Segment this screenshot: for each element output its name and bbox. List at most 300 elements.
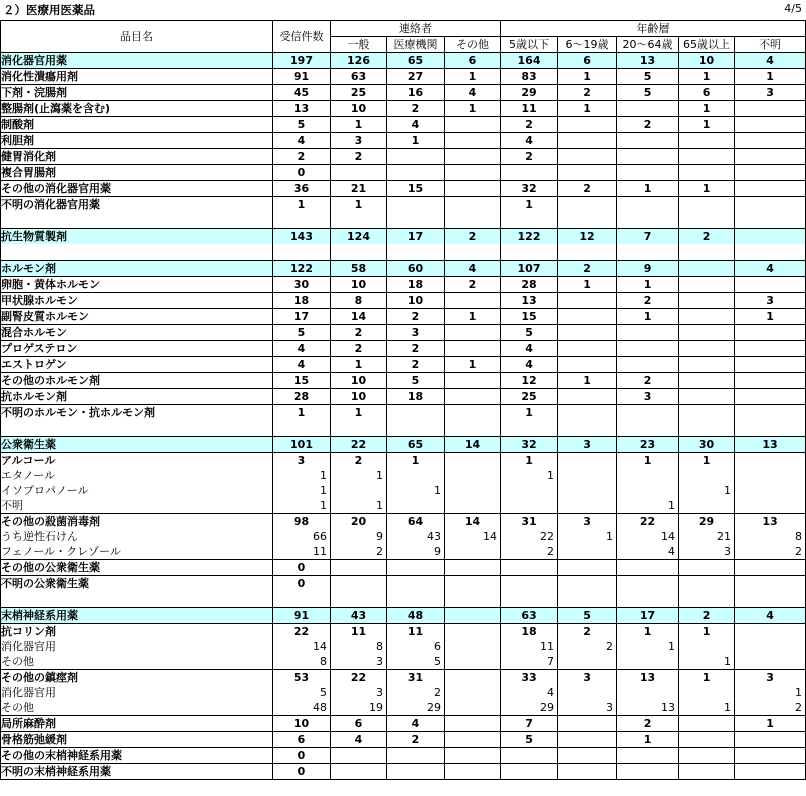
- spacer-row: [1, 212, 806, 229]
- count-cell: 10: [679, 53, 735, 69]
- header-age-group: 年齢層: [501, 21, 806, 37]
- count-cell: 66: [273, 529, 331, 544]
- table-row: [1, 325, 806, 341]
- count-cell: 4: [445, 261, 501, 277]
- count-cell: 2: [558, 181, 617, 197]
- item-name: [1, 591, 273, 608]
- count-cell: 29: [679, 514, 735, 530]
- item-name: 健胃消化剤: [1, 149, 273, 165]
- count-cell: 3: [617, 389, 679, 405]
- count-cell: 1: [679, 700, 735, 716]
- count-cell: 107: [501, 261, 558, 277]
- count-cell: [617, 591, 679, 608]
- count-cell: 4: [617, 544, 679, 560]
- count-cell: 6: [679, 85, 735, 101]
- count-cell: 20: [331, 514, 387, 530]
- count-cell: [735, 373, 806, 389]
- count-cell: 2: [331, 325, 387, 341]
- count-cell: [331, 591, 387, 608]
- count-cell: 13: [735, 437, 806, 453]
- item-name: 整腸剤(止瀉薬を含む): [1, 101, 273, 117]
- count-cell: [617, 149, 679, 165]
- count-cell: 1: [679, 101, 735, 117]
- count-cell: 143: [273, 229, 331, 245]
- count-cell: 13: [617, 700, 679, 716]
- count-cell: [617, 165, 679, 181]
- count-cell: 2: [558, 261, 617, 277]
- count-cell: 2: [558, 639, 617, 654]
- count-cell: 32: [501, 181, 558, 197]
- count-cell: 2: [273, 149, 331, 165]
- count-cell: 0: [273, 748, 331, 764]
- header-contact-medical: 医療機関: [387, 37, 445, 53]
- count-cell: [445, 639, 501, 654]
- count-cell: [445, 181, 501, 197]
- count-cell: 2: [387, 309, 445, 325]
- count-cell: 63: [331, 69, 387, 85]
- count-cell: 4: [735, 608, 806, 624]
- count-cell: 3: [558, 670, 617, 686]
- count-cell: 3: [387, 325, 445, 341]
- count-cell: [445, 732, 501, 748]
- table-row: [1, 357, 806, 373]
- table-row: [1, 732, 806, 748]
- count-cell: [679, 716, 735, 732]
- count-cell: 5: [273, 685, 331, 700]
- count-cell: 2: [617, 716, 679, 732]
- count-cell: 4: [273, 341, 331, 357]
- count-cell: 3: [735, 670, 806, 686]
- count-cell: 60: [387, 261, 445, 277]
- item-name: 混合ホルモン: [1, 325, 273, 341]
- count-cell: 8: [735, 529, 806, 544]
- count-cell: [558, 453, 617, 469]
- count-cell: [735, 229, 806, 245]
- item-name: [1, 212, 273, 229]
- count-cell: 18: [387, 389, 445, 405]
- count-cell: 14: [617, 529, 679, 544]
- count-cell: 2: [331, 453, 387, 469]
- count-cell: [558, 654, 617, 670]
- count-cell: 65: [387, 437, 445, 453]
- count-cell: [735, 197, 806, 213]
- item-name: その他の殺菌消毒剤: [1, 514, 273, 530]
- count-cell: 2: [331, 341, 387, 357]
- item-name: [1, 244, 273, 261]
- count-cell: 1: [273, 405, 331, 421]
- count-cell: [445, 389, 501, 405]
- count-cell: [679, 197, 735, 213]
- count-cell: 126: [331, 53, 387, 69]
- table-row: [1, 101, 806, 117]
- count-cell: [387, 468, 445, 483]
- header-age-6-19: 6～19歳: [558, 37, 617, 53]
- table-row: [1, 149, 806, 165]
- count-cell: 58: [331, 261, 387, 277]
- count-cell: 1: [558, 277, 617, 293]
- header-age-20-64: 20～64歳: [617, 37, 679, 53]
- table-row: [1, 293, 806, 309]
- count-cell: [617, 764, 679, 780]
- item-name: その他のホルモン剤: [1, 373, 273, 389]
- count-cell: 53: [273, 670, 331, 686]
- spacer-row: [1, 244, 806, 261]
- count-cell: 5: [617, 85, 679, 101]
- count-cell: 3: [558, 700, 617, 716]
- header-contact-other: その他: [445, 37, 501, 53]
- count-cell: [445, 453, 501, 469]
- count-cell: [558, 341, 617, 357]
- count-cell: 4: [735, 53, 806, 69]
- item-name: ホルモン剤: [1, 261, 273, 277]
- table-row: [1, 576, 806, 592]
- count-cell: 11: [331, 624, 387, 640]
- count-cell: 16: [387, 85, 445, 101]
- table-row: [1, 389, 806, 405]
- table-row: [1, 624, 806, 640]
- count-cell: [735, 325, 806, 341]
- count-cell: 1: [558, 101, 617, 117]
- table-row: [1, 716, 806, 732]
- count-cell: [735, 149, 806, 165]
- count-cell: 17: [273, 309, 331, 325]
- count-cell: [617, 133, 679, 149]
- count-cell: [501, 244, 558, 261]
- count-cell: 6: [387, 639, 445, 654]
- item-name: 複合胃腸剤: [1, 165, 273, 181]
- item-name: 不明のホルモン・抗ホルモン剤: [1, 405, 273, 421]
- count-cell: [558, 576, 617, 592]
- count-cell: [617, 341, 679, 357]
- count-cell: 1: [679, 483, 735, 498]
- count-cell: 2: [331, 544, 387, 560]
- item-name: その他: [1, 700, 273, 716]
- count-cell: [735, 639, 806, 654]
- count-cell: 12: [558, 229, 617, 245]
- count-cell: 0: [273, 560, 331, 576]
- count-cell: [387, 576, 445, 592]
- count-cell: 10: [331, 101, 387, 117]
- count-cell: 1: [558, 373, 617, 389]
- count-cell: 91: [273, 608, 331, 624]
- count-cell: 10: [273, 716, 331, 732]
- count-cell: 4: [501, 341, 558, 357]
- table-row: [1, 483, 806, 498]
- count-cell: 14: [445, 529, 501, 544]
- count-cell: 3: [558, 437, 617, 453]
- table-row: [1, 544, 806, 560]
- count-cell: [735, 624, 806, 640]
- table-row: [1, 405, 806, 421]
- count-cell: 10: [331, 389, 387, 405]
- header-age-unknown: 不明: [735, 37, 806, 53]
- count-cell: 30: [679, 437, 735, 453]
- count-cell: 1: [679, 453, 735, 469]
- count-cell: 1: [617, 624, 679, 640]
- item-name: 下剤・浣腸剤: [1, 85, 273, 101]
- count-cell: 2: [501, 149, 558, 165]
- count-cell: 2: [617, 117, 679, 133]
- table-row: [1, 748, 806, 764]
- category-row: [1, 53, 806, 69]
- count-cell: [735, 405, 806, 421]
- count-cell: [679, 133, 735, 149]
- count-cell: 1: [679, 670, 735, 686]
- count-cell: 1: [617, 732, 679, 748]
- count-cell: [735, 576, 806, 592]
- item-name: 局所麻酔剤: [1, 716, 273, 732]
- table-row: [1, 165, 806, 181]
- count-cell: 31: [387, 670, 445, 686]
- count-cell: 22: [617, 514, 679, 530]
- count-cell: [679, 341, 735, 357]
- count-cell: 2: [387, 341, 445, 357]
- item-name: 不明の消化器官用薬: [1, 197, 273, 213]
- count-cell: 2: [617, 293, 679, 309]
- count-cell: [445, 244, 501, 261]
- count-cell: [558, 293, 617, 309]
- count-cell: 197: [273, 53, 331, 69]
- count-cell: 13: [617, 53, 679, 69]
- item-name: 不明の公衆衛生薬: [1, 576, 273, 592]
- count-cell: 4: [445, 85, 501, 101]
- count-cell: [331, 764, 387, 780]
- count-cell: 1: [735, 685, 806, 700]
- count-cell: 83: [501, 69, 558, 85]
- count-cell: 1: [679, 69, 735, 85]
- table-row: [1, 197, 806, 213]
- count-cell: 9: [617, 261, 679, 277]
- count-cell: 1: [331, 468, 387, 483]
- count-cell: [558, 468, 617, 483]
- statistics-table: [0, 20, 806, 780]
- count-cell: [331, 244, 387, 261]
- count-cell: [735, 181, 806, 197]
- count-cell: [445, 764, 501, 780]
- count-cell: [679, 764, 735, 780]
- count-cell: [331, 165, 387, 181]
- count-cell: [445, 212, 501, 229]
- count-cell: [679, 244, 735, 261]
- count-cell: 5: [273, 117, 331, 133]
- count-cell: [617, 244, 679, 261]
- count-cell: 2: [679, 229, 735, 245]
- count-cell: [617, 212, 679, 229]
- item-name: アルコール: [1, 453, 273, 469]
- item-name: その他の公衆衛生薬: [1, 560, 273, 576]
- count-cell: 4: [273, 357, 331, 373]
- count-cell: 1: [679, 624, 735, 640]
- count-cell: 5: [387, 373, 445, 389]
- table-row: [1, 654, 806, 670]
- count-cell: [679, 165, 735, 181]
- count-cell: [445, 498, 501, 514]
- count-cell: 15: [387, 181, 445, 197]
- count-cell: [387, 764, 445, 780]
- count-cell: 1: [617, 309, 679, 325]
- count-cell: 1: [445, 69, 501, 85]
- count-cell: [679, 293, 735, 309]
- count-cell: 28: [501, 277, 558, 293]
- count-cell: [735, 101, 806, 117]
- table-row: [1, 685, 806, 700]
- count-cell: 5: [387, 654, 445, 670]
- item-name: 卵胞・黄体ホルモン: [1, 277, 273, 293]
- count-cell: 1: [735, 716, 806, 732]
- header-age-under5: 5歳以下: [501, 37, 558, 53]
- count-cell: 1: [273, 468, 331, 483]
- count-cell: [387, 591, 445, 608]
- count-cell: 2: [445, 277, 501, 293]
- count-cell: [735, 453, 806, 469]
- count-cell: 13: [501, 293, 558, 309]
- count-cell: 1: [387, 133, 445, 149]
- count-cell: 1: [501, 468, 558, 483]
- count-cell: [679, 325, 735, 341]
- count-cell: 1: [273, 498, 331, 514]
- count-cell: [273, 212, 331, 229]
- table-row: [1, 529, 806, 544]
- category-row: [1, 608, 806, 624]
- count-cell: [735, 277, 806, 293]
- count-cell: [679, 389, 735, 405]
- count-cell: [735, 341, 806, 357]
- count-cell: 13: [273, 101, 331, 117]
- table-row: [1, 764, 806, 780]
- count-cell: 48: [387, 608, 445, 624]
- count-cell: 1: [387, 453, 445, 469]
- item-name: エストロゲン: [1, 357, 273, 373]
- count-cell: 1: [331, 197, 387, 213]
- count-cell: [387, 420, 445, 437]
- count-cell: 21: [331, 181, 387, 197]
- count-cell: [331, 576, 387, 592]
- count-cell: [445, 654, 501, 670]
- item-name: 利胆剤: [1, 133, 273, 149]
- count-cell: 3: [331, 685, 387, 700]
- item-name: 抗コリン剤: [1, 624, 273, 640]
- count-cell: [679, 373, 735, 389]
- count-cell: 6: [273, 732, 331, 748]
- count-cell: [387, 560, 445, 576]
- table-row: [1, 670, 806, 686]
- count-cell: 22: [331, 437, 387, 453]
- count-cell: 1: [617, 498, 679, 514]
- count-cell: 18: [387, 277, 445, 293]
- item-name: 抗ホルモン剤: [1, 389, 273, 405]
- count-cell: 65: [387, 53, 445, 69]
- count-cell: [679, 576, 735, 592]
- item-name: エタノール: [1, 468, 273, 483]
- count-cell: [501, 498, 558, 514]
- count-cell: 43: [331, 608, 387, 624]
- table-row: [1, 560, 806, 576]
- count-cell: 1: [331, 117, 387, 133]
- count-cell: 1: [679, 181, 735, 197]
- count-cell: 1: [501, 197, 558, 213]
- count-cell: 101: [273, 437, 331, 453]
- count-cell: 1: [501, 453, 558, 469]
- count-cell: 11: [273, 544, 331, 560]
- count-cell: [558, 591, 617, 608]
- count-cell: 3: [735, 85, 806, 101]
- count-cell: 6: [558, 53, 617, 69]
- count-cell: 5: [558, 608, 617, 624]
- count-cell: 8: [331, 293, 387, 309]
- count-cell: 27: [387, 69, 445, 85]
- count-cell: 1: [558, 529, 617, 544]
- count-cell: [558, 212, 617, 229]
- category-row: [1, 437, 806, 453]
- count-cell: [735, 117, 806, 133]
- count-cell: [387, 244, 445, 261]
- count-cell: [679, 261, 735, 277]
- count-cell: [445, 197, 501, 213]
- count-cell: 1: [273, 483, 331, 498]
- count-cell: 1: [679, 654, 735, 670]
- count-cell: [558, 357, 617, 373]
- count-cell: [558, 420, 617, 437]
- count-cell: [445, 716, 501, 732]
- table-row: [1, 181, 806, 197]
- count-cell: 17: [387, 229, 445, 245]
- count-cell: 1: [387, 483, 445, 498]
- table-row: [1, 453, 806, 469]
- count-cell: 23: [617, 437, 679, 453]
- count-cell: [617, 748, 679, 764]
- table-row: [1, 133, 806, 149]
- count-cell: 7: [617, 229, 679, 245]
- count-cell: [387, 165, 445, 181]
- count-cell: [331, 560, 387, 576]
- item-name: イソプロパノール: [1, 483, 273, 498]
- item-name: 甲状腺ホルモン: [1, 293, 273, 309]
- count-cell: [387, 212, 445, 229]
- count-cell: [558, 389, 617, 405]
- count-cell: [273, 591, 331, 608]
- count-cell: [558, 309, 617, 325]
- count-cell: 13: [735, 514, 806, 530]
- count-cell: 91: [273, 69, 331, 85]
- count-cell: [445, 325, 501, 341]
- count-cell: [679, 591, 735, 608]
- count-cell: [735, 748, 806, 764]
- item-name: その他の鎮痙剤: [1, 670, 273, 686]
- count-cell: 0: [273, 165, 331, 181]
- count-cell: 1: [445, 101, 501, 117]
- count-cell: [558, 483, 617, 498]
- count-cell: [679, 468, 735, 483]
- count-cell: [617, 560, 679, 576]
- count-cell: [558, 244, 617, 261]
- count-cell: 11: [387, 624, 445, 640]
- count-cell: 3: [558, 514, 617, 530]
- count-cell: 19: [331, 700, 387, 716]
- table-row: [1, 514, 806, 530]
- count-cell: 25: [501, 389, 558, 405]
- count-cell: [558, 117, 617, 133]
- count-cell: [735, 244, 806, 261]
- count-cell: 18: [501, 624, 558, 640]
- count-cell: 22: [331, 670, 387, 686]
- count-cell: 0: [273, 764, 331, 780]
- count-cell: [273, 420, 331, 437]
- count-cell: 1: [735, 309, 806, 325]
- count-cell: 2: [445, 229, 501, 245]
- count-cell: 2: [558, 624, 617, 640]
- count-cell: 2: [617, 373, 679, 389]
- spacer-row: [1, 420, 806, 437]
